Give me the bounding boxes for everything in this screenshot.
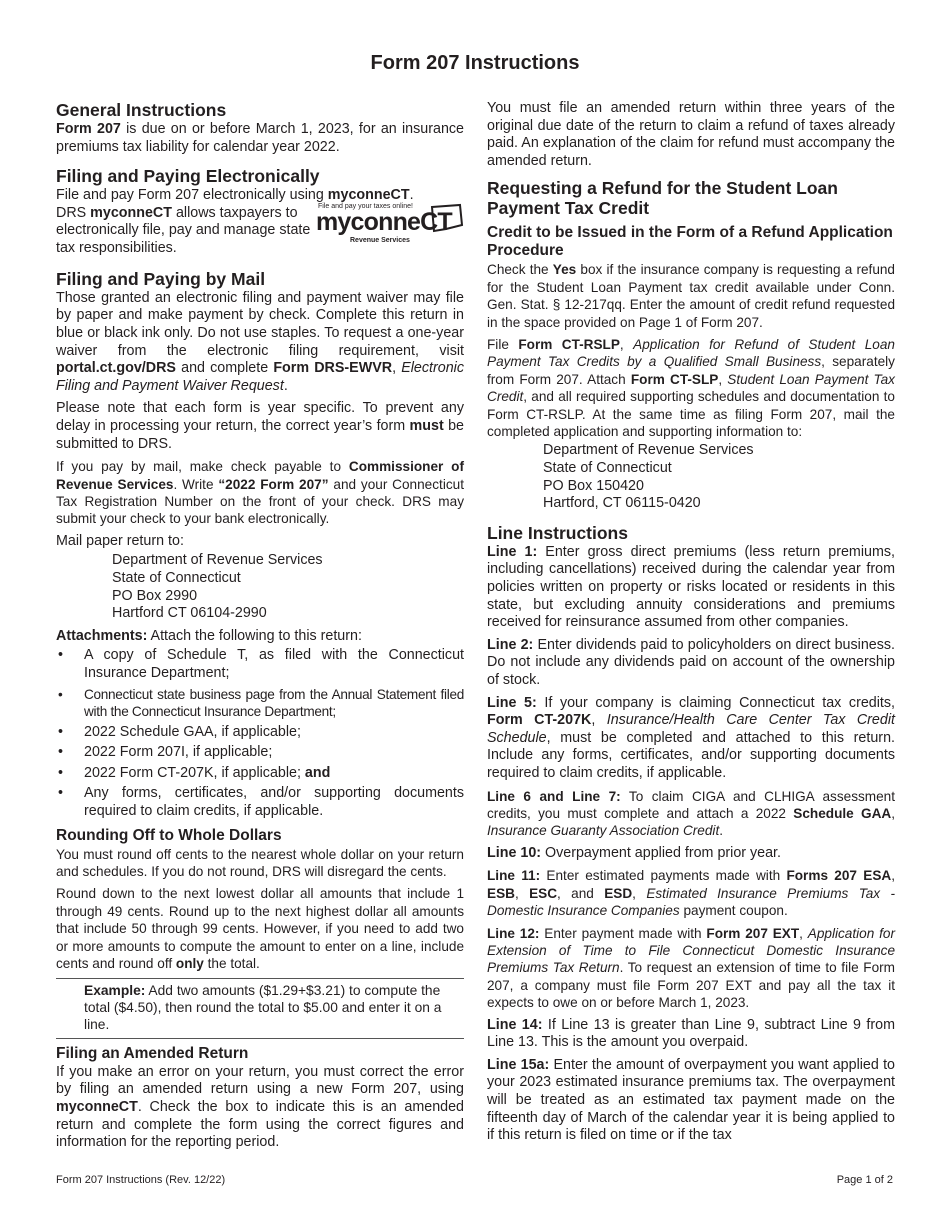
list-item: • Connecticut state business page from the Annual Statement filed with the Connecticut Insurance Department; xyxy=(56,686,464,721)
line-10: Line 10: Overpayment applied from prior year. xyxy=(487,844,782,861)
line-12: Line 12: Enter payment made with Form 207 EXT, Application for Extension of Time to File Connecticut Domestic Insurance Premiums Tax Return. To request an extension of time to file Form 207, a company must file Form 207 EXT and pay all the tax it expects to owe on or before March 1, 2023. xyxy=(487,925,895,1011)
mail-paragraph-1: Those granted an electronic filing and payment waiver may file by paper and make payment by check. Complete this return in blue or black ink only. Do not use staples. To request a one-year waiver from the electronic filing requirement, visit portal.ct.gov/DRS and complete Form DRS-EWVR, Electronic Filing and Payment Waiver Request. xyxy=(56,289,464,394)
line-5: Line 5: If your company is claiming Connecticut tax credits, Form CT-207K, Insurance/Health Care Center Tax Credit Schedule, must be completed and attached to this return. Include any forms, certificates, and/or supporting documents required to claim credits, if applicable. xyxy=(487,694,896,781)
line-1: Line 1: Enter gross direct premiums (less return premiums, including cancellations) received during the calendar year from policies written on property or risks located or residents in this state, but excluding annuity considerations and premiums received for reinsurance assumed from other companies. xyxy=(487,543,895,631)
line-6-7: Line 6 and Line 7: To claim CIGA and CLHIGA assessment credits, you must complete and attach a 2022 Schedule GAA, Insurance Guaranty Association Credit. xyxy=(487,788,896,839)
refund-paragraph-2: File Form CT-RSLP, Application for Refund of Student Loan Payment Tax Credits by a Qualified Small Business, separately from Form 207. Attach Form CT-SLP, Student Loan Payment Tax Credit, and all required supporting schedules and documentation to Form CT-RSLP. At the same time as filing Form 207, mail the completed application and supporting information to: xyxy=(487,337,895,440)
list-item: • Any forms, certificates, and/or supporting documents required to claim credits, if applicable. xyxy=(56,785,464,820)
line-14: Line 14: If Line 13 is greater than Line 9, subtract Line 9 from Line 13. This is the amount you overpaid. xyxy=(487,1016,895,1051)
line-2: Line 2: Enter dividends paid to policyholders on direct business. Do not include any dividends paid on account of the ownership of stock. xyxy=(487,636,896,688)
refund-heading: Requesting a Refund for the Student Loan Payment Tax Credit xyxy=(487,178,838,219)
line-11: Line 11: Enter estimated payments made with Forms 207 ESA, ESB, ESC, and ESD, Estimated Insurance Premiums Tax - Domestic Insurance Companies payment coupon. xyxy=(487,868,895,919)
refund-paragraph-1: Check the Yes box if the insurance company is requesting a refund for the Student Loan Payment tax credit available under Conn. Gen. Stat. § 12-217qq. Enter the amount of credit refund requested in the space provided on Page 1 of Form 207. xyxy=(487,262,895,330)
myconnect-logo[interactable]: File and pay your taxes online! myconneCT Revenue Services xyxy=(314,203,464,249)
electronic-section xyxy=(56,187,464,259)
footer-form-revision: Form 207 Instructions (Rev. 12/22) xyxy=(56,1174,226,1186)
refund-subheading: Credit to be Issued in the Form of a Refund Application Procedure xyxy=(487,224,893,260)
left-column xyxy=(56,100,464,1157)
right-column xyxy=(487,100,895,1150)
general-text: Form 207 is due on or before March 1, 2023, for an insurance premiums tax liability for calendar year 2022. xyxy=(56,121,464,155)
rounding-example: Example: Add two amounts ($1.29+$3.21) to compute the total ($4.50), then round the total to $5.00 and enter it on a line. xyxy=(56,978,464,1039)
refund-address: Department of Revenue Services State of Connecticut PO Box 150420 Hartford, CT 06115-0420 xyxy=(543,442,754,512)
electronic-line2: DRS myconneCT allows taxpayers to electronically file, pay and manage state tax responsibilities. xyxy=(56,204,311,256)
mail-paragraph-3: If you pay by mail, make check payable to Commissioner of Revenue Services. Write “2022 Form 207” and your Connecticut Tax Registration Number on the front of your check. DRS may submit your check to your bank electronically. xyxy=(56,459,464,527)
electronic-line1: File and pay Form 207 electronically using myconneCT. xyxy=(56,187,414,204)
attachments-intro: Attachments: Attach the following to this return: xyxy=(56,627,362,644)
rounding-paragraph-2: Round down to the next lowest dollar all amounts that include 1 through 49 cents. Round up to the next highest dollar all amounts that include 50 through 99 cents. However, if you need to add two or more amounts to compute the amount to enter on a line, include cents and round off only the total. xyxy=(56,886,464,972)
connecticut-map-icon xyxy=(430,203,464,233)
amended-heading: Filing an Amended Return xyxy=(56,1044,249,1062)
mail-to-label: Mail paper return to: xyxy=(56,532,184,549)
page-title: Form 207 Instructions xyxy=(370,52,580,74)
amended-paragraph-2: You must file an amended return within three years of the original due date of the return to claim a refund of taxes already paid. An explanation of the claim for refund must accompany the amended return. xyxy=(487,100,895,169)
electronic-heading: Filing and Paying Electronically xyxy=(56,166,320,187)
general-heading: General Instructions xyxy=(56,100,227,120)
amended-paragraph-1: If you make an error on your return, you must correct the error by filing an amended return using a new Form 207, using myconneCT. Check the box to indicate this is an amended return and complete the form using the correct figures and information for the reporting period. xyxy=(56,1063,464,1151)
list-item: • 2022 Form CT-207K, if applicable; and xyxy=(56,765,464,783)
mail-address: Department of Revenue Services State of Connecticut PO Box 2990 Hartford CT 06104-2990 xyxy=(112,552,323,622)
mail-heading: Filing and Paying by Mail xyxy=(56,268,266,289)
line-15a: Line 15a: Enter the amount of overpayment you want applied to your 2023 estimated insurance premiums tax. The overpayment will be treated as an estimated tax payment made on the fifteenth day of March of the calendar year it is being applied to if this return is filed on time or if the tax xyxy=(487,1056,895,1144)
footer-page-number: Page 1 of 2 xyxy=(836,1174,893,1186)
attachments-list xyxy=(56,647,464,820)
list-item: • A copy of Schedule T, as filed with the Connecticut Insurance Department; xyxy=(56,647,464,682)
list-item: • 2022 Schedule GAA, if applicable; xyxy=(56,724,464,742)
line-instructions-heading: Line Instructions xyxy=(487,522,628,543)
list-item: • 2022 Form 207I, if applicable; xyxy=(56,744,464,762)
rounding-heading: Rounding Off to Whole Dollars xyxy=(56,826,282,844)
mail-paragraph-2: Please note that each form is year specific. To prevent any delay in processing your return, the correct year’s form must be submitted to DRS. xyxy=(56,400,464,452)
rounding-paragraph-1: You must round off cents to the nearest whole dollar on your return and schedules. If you do not round, DRS will disregard the cents. xyxy=(56,846,464,880)
